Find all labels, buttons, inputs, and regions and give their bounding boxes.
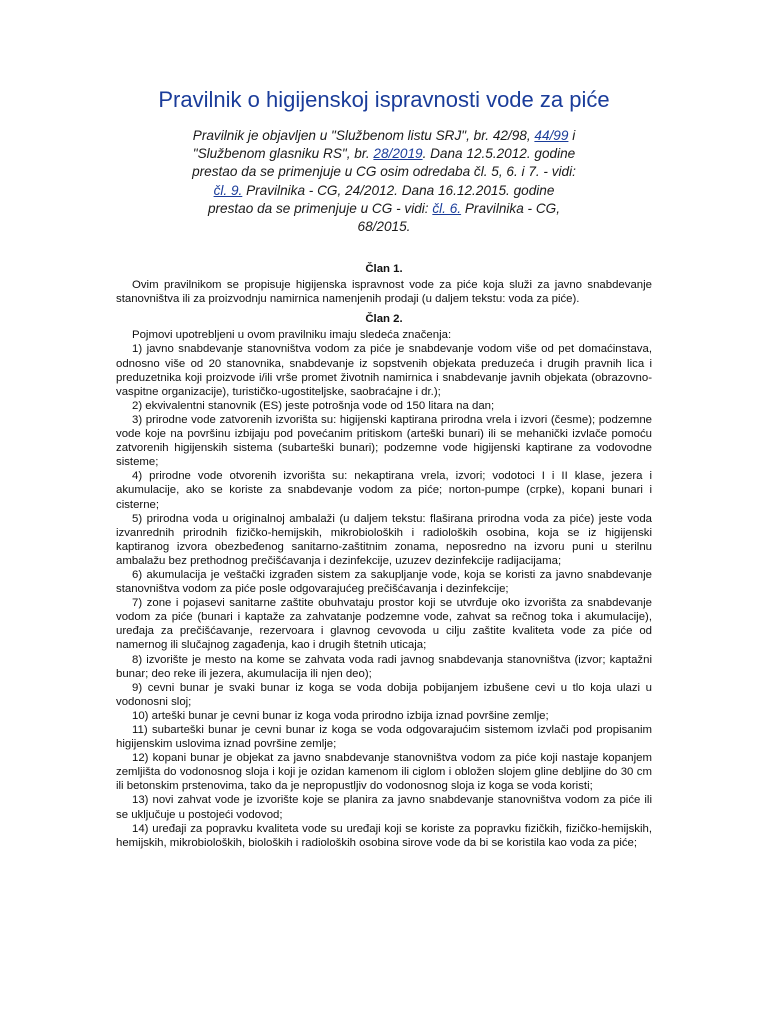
article-2-intro: Pojmovi upotrebljeni u ovom pravilniku imaju sledeća značenja:: [132, 329, 452, 342]
publication-note-text: . Dana 12.5.2012. godine prestao da se primenjuje u CG osim odredaba čl. 5, 6. i 7. - vidi:: [192, 146, 576, 180]
document-body: [116, 262, 652, 850]
publication-note-text: Pravilnika - CG, 24/2012. Dana 16.12.2015. godine prestao da se primenjuje u CG - vidi:: [207, 182, 555, 216]
publication-note-text: Pravilnika - CG, 68/2015.: [357, 200, 561, 235]
definition-item: 10) arteški bunar je cevni bunar iz koga voda prirodno izbija iznad površine zemlje;: [132, 709, 549, 722]
link-28-2019[interactable]: 28/2019: [373, 146, 423, 162]
definition-item: 9) cevni bunar je svaki bunar iz koga se voda dobija pobijanjem izbušene cevi u tlo koja ulazi u vodonosni sloj;: [116, 681, 652, 708]
definition-item: 1) javno snabdevanje stanovništva vodom za piće je snabdevanje vodom više od pet domaćinstava, odnosno više od 20 stanovnika, snabdevanje iz sopstvenih objekata preduzeća i drugih pravnih lica i preduzetnika koji proizvode i/ili vrše promet životnih namirnica i snabdevanje javnih objekata (obrazovno-vaspitne organizacije), turističko-ugostiteljske, saobraćajne i dr.);: [116, 343, 652, 398]
definition-item: 7) zone i pojasevi sanitarne zaštite obuhvataju prostor koji se utvrđuje oko izvorišta za snabdevanje vodom za piće (bunari i kaptaže za zahvatanje podzemne vode, zahvat sa rečnog toka i akumulacije), uređaja za prečišćavanje, rezervoara i glavnog cevovoda u cilju zaštite kvaliteta vode za piće od namernog ili slučajnog zagađenja, kao i drugih štetnih uticaja;: [116, 597, 652, 652]
definition-item: 6) akumulacija je veštački izgrađen sistem za sakupljanje vode, koja se koristi za javno snabdevanje stanovništva vodom za piće posle odgovarajućeg prečišćavanja i dezinfekcije;: [116, 568, 652, 596]
definition-item: 14) uređaji za popravku kvaliteta vode su uređaji koji se koriste za popravku fizičkih, fizičko-hemijskih, hemijskih, mikrobioloških, bioloških i radioloških osobina sirove vode da bi se koristila kao voda za piće;: [116, 822, 652, 849]
article-1-paragraph: Ovim pravilnikom se propisuje higijenska ispravnost vode za piće koja služi za javno snabdevanje stanovništva ili za proizvodnju namirnica namenjenih prodaji (u daljem tekstu: voda za piće).: [116, 279, 652, 306]
definition-item: 5) prirodna voda u originalnoj ambalaži (u daljem tekstu: flaširana prirodna voda za piće) jeste voda izvanrednih prirodnih fizičko-hemijskih, mikrobioloških i radioloških osobina, koja se iz higijenski kaptiranog izvora obezbeđenog sanitarno-zaštitnim zonama, neposredno na izvoru puni u sterilnu ambalažu bez prethodnog prečišćavanja i dezinfekcije, uzuzev dezinfekcije radijacijama;: [116, 512, 652, 567]
definition-item: 12) kopani bunar je objekat za javno snabdevanje stanovništva vodom za piće koji nastaje kopanjem zemljišta do vodonosnog sloja i koji je ozidan kamenom ili ciglom i obložen slojem gline debljine do 30 cm ili betonskim prstenovima, tako da je nepropustljiv do vodonosnog sloja iz koga se voda koristi;: [116, 752, 652, 793]
definition-item: 2) ekvivalentni stanovnik (ES) jeste potrošnja vode od 150 litara na dan;: [132, 399, 495, 412]
definition-item: 11) subarteški bunar je cevni bunar iz koga se voda odgovarajućim sistemom izvlači pod propisanim higijenskim uslovima iznad površine zemlje;: [116, 724, 652, 751]
publication-note-text: Pravilnik je objavljen u "Službenom listu SRJ", br. 42/98,: [192, 128, 535, 143]
link-cl-6[interactable]: čl. 6.: [432, 200, 462, 216]
publication-note-text: i "Službenom glasniku RS", br.: [192, 128, 576, 162]
definition-item: 3) prirodne vode zatvorenih izvorišta su: higijenski kaptirana prirodna vrela i izvori (česme); podzemne vode koje na površinu izbijaju pod povećanim pritiskom (arteški bunari) ili se mehanički izvlače pomoću zatvorenih higijenskih sistema (subarteški bunari); podzemne vode higijenski kaptirane za vodovodne sisteme;: [116, 413, 652, 469]
article-1-heading: Član 1.: [365, 263, 403, 275]
link-cl-9[interactable]: čl. 9.: [213, 182, 243, 198]
document-title: Pravilnik o higijenskoj ispravnosti vode za piće: [158, 87, 610, 112]
publication-note: [190, 127, 578, 236]
article-2-heading: Član 2.: [365, 313, 403, 326]
definition-item: 13) novi zahvat vode je izvorište koje se planira za javno snabdevanje stanovništva vodom za piće ili se uključuje u postojeći vodovod;: [116, 794, 652, 821]
definition-item: 8) izvorište je mesto na kome se zahvata voda radi javnog snabdevanja stanovništva (izvor; kaptažni bunar; deo reke ili jezera, akumulacija ili njen deo);: [116, 653, 652, 680]
definition-item: 4) prirodne vode otvorenih izvorišta su: nekaptirana vrela, izvori; vodotoci I i II klase, jezera i akumulacije, ako se koriste za snabdevanje vodom za piće; norton-pumpe (crpke), kopani bunari i cisterne;: [116, 470, 652, 511]
link-44-99[interactable]: 44/99: [534, 128, 569, 143]
